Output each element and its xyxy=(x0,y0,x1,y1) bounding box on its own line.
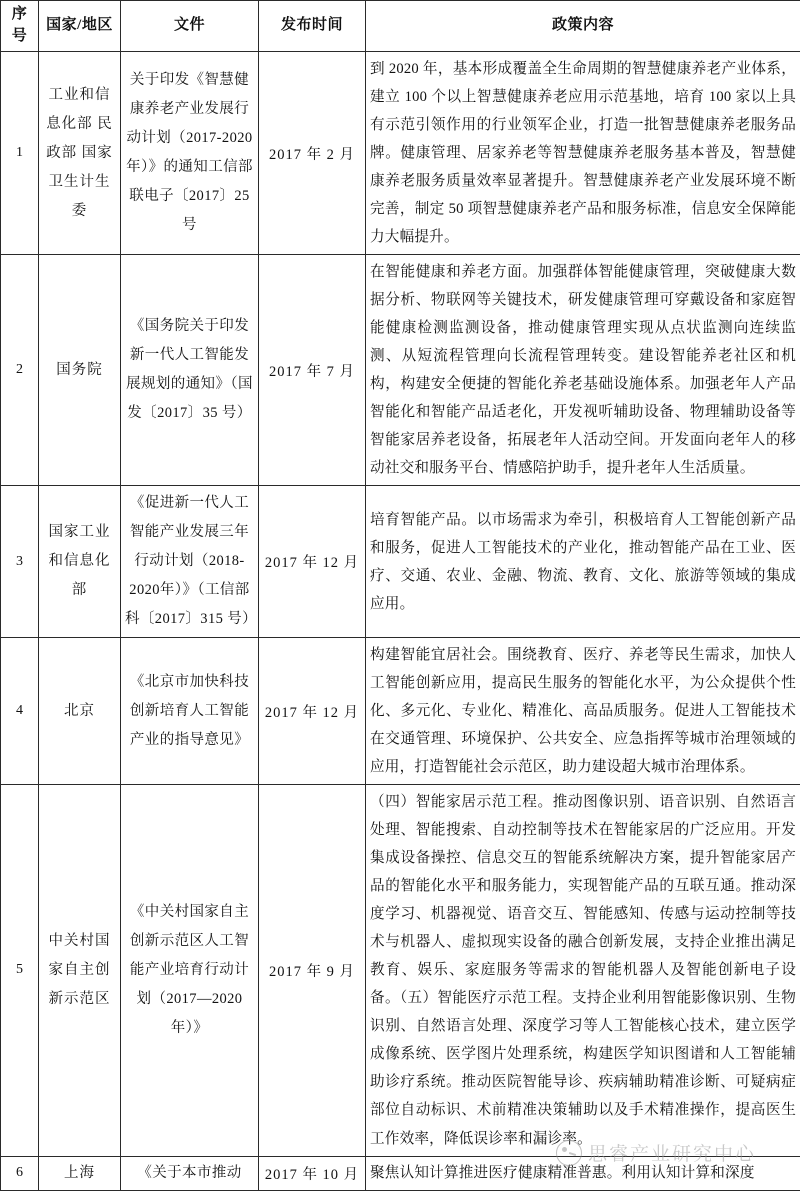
column-header-seq: 序号 xyxy=(1,1,39,52)
cell-doc: 关于印发《智慧健康养老产业发展行动计划（2017-2020年）》的通知工信部联电子〔2017〕25 号 xyxy=(121,52,259,255)
cell-content: 培育智能产品。以市场需求为牵引，积极培育人工智能创新产品和服务，促进人工智能技术的产业化，推动智能产品在工业、医疗、交通、农业、金融、物流、教育、文化、旅游等领域的集成应用。 xyxy=(366,486,800,638)
cell-region: 工业和信息化部 民政部 国家卫生计生委 xyxy=(39,52,121,255)
table-row xyxy=(1,52,800,255)
cell-region: 上海 xyxy=(39,1156,121,1190)
cell-doc: 《关于本市推动 xyxy=(121,1156,259,1190)
cell-seq: 6 xyxy=(1,1156,39,1190)
table-row xyxy=(1,255,800,486)
cell-date: 2017 年 10 月 xyxy=(259,1156,366,1190)
cell-doc: 《北京市加快科技创新培育人工智能产业的指导意见》 xyxy=(121,638,259,785)
cell-doc: 《中关村国家自主创新示范区人工智能产业培育行动计划（2017—2020年）》 xyxy=(121,785,259,1156)
table-row xyxy=(1,785,800,1156)
cell-seq: 5 xyxy=(1,785,39,1156)
cell-seq: 2 xyxy=(1,255,39,486)
table-row xyxy=(1,638,800,785)
cell-seq: 1 xyxy=(1,52,39,255)
cell-date: 2017 年 7 月 xyxy=(259,255,366,486)
column-header-date: 发布时间 xyxy=(259,1,366,52)
cell-region: 中关村国家自主创新示范区 xyxy=(39,785,121,1156)
cell-seq: 4 xyxy=(1,638,39,785)
cell-content: 聚焦认知计算推进医疗健康精准普惠。利用认知计算和深度 xyxy=(366,1156,800,1190)
table-body xyxy=(1,52,800,1191)
cell-doc: 《促进新一代人工智能产业发展三年行动计划（2018-2020年）》（工信部科〔2017〕315 号） xyxy=(121,486,259,638)
column-header-doc: 文件 xyxy=(121,1,259,52)
cell-date: 2017 年 12 月 xyxy=(259,486,366,638)
cell-content: （四）智能家居示范工程。推动图像识别、语音识别、自然语言处理、智能搜索、自动控制等技术在智能家居的广泛应用。开发集成设备操控、信息交互的智能系统解决方案，提升智能家居产品的智能化水平和服务能力，实现智能产品的互联互通。推动深度学习、机器视觉、语音交互、智能感知、传感与运动控制等技术与机器人、虚拟现实设备的融合创新发展，支持企业推出满足教育、娱乐、家庭服务等需求的智能机器人及智能创新电子设备。（五）智能医疗示范工程。支持企业利用智能影像识别、生物识别、自然语言处理、深度学习等人工智能核心技术，建立医学成像系统、医学图片处理系统，构建医学知识图谱和人工智能辅助诊疗系统。推动医院智能导诊、疾病辅助精准诊断、可疑病症部位自动标识、术前精准决策辅助以及手术精准操作，提高医生工作效率，降低误诊率和漏诊率。 xyxy=(366,785,800,1156)
cell-content: 到 2020 年，基本形成覆盖全生命周期的智慧健康养老产业体系，建立 100 个以上智慧健康养老应用示范基地，培育 100 家以上具有示范引领作用的行业领军企业，打造一批智慧健康养老服务品牌。健康管理、居家养老等智慧健康养老服务基本普及，智慧健康养老服务质量效率显著提升。智慧健康养老产业发展环境不断完善，制定 50 项智慧健康养老产品和服务标准，信息安全保障能力大幅提升。 xyxy=(366,52,800,255)
header-row xyxy=(1,1,800,52)
column-header-content: 政策内容 xyxy=(366,1,800,52)
cell-date: 2017 年 2 月 xyxy=(259,52,366,255)
table-header xyxy=(1,1,800,52)
cell-seq: 3 xyxy=(1,486,39,638)
cell-date: 2017 年 9 月 xyxy=(259,785,366,1156)
cell-doc: 《国务院关于印发新一代人工智能发展规划的通知》（国发〔2017〕35 号） xyxy=(121,255,259,486)
cell-region: 北京 xyxy=(39,638,121,785)
column-header-region: 国家/地区 xyxy=(39,1,121,52)
table-row xyxy=(1,486,800,638)
cell-content: 在智能健康和养老方面。加强群体智能健康管理，突破健康大数据分析、物联网等关键技术，研发健康管理可穿戴设备和家庭智能健康检测监测设备，推动健康管理实现从点状监测向连续监测、从短流程管理向长流程管理转变。建设智能养老社区和机构，构建安全便捷的智能化养老基础设施体系。加强老年人产品智能化和智能产品适老化，开发视听辅助设备、物理辅助设备等智能家居养老设备，拓展老年人活动空间。开发面向老年人的移动社交和服务平台、情感陪护助手，提升老年人生活质量。 xyxy=(366,255,800,486)
table-row xyxy=(1,1156,800,1190)
watermark-text: 思睿产业研究中心 xyxy=(588,1144,757,1165)
cell-content: 构建智能宜居社会。围绕教育、医疗、养老等民生需求，加快人工智能创新应用，提高民生服务的智能化水平，为公众提供个性化、多元化、专业化、精准化、高品质服务。促进人工智能技术在交通管理、环境保护、公共安全、应急指挥等城市治理领域的应用，打造智能社会示范区，助力建设超大城市治理体系。 xyxy=(366,638,800,785)
cell-region: 国务院 xyxy=(39,255,121,486)
cell-date: 2017 年 12 月 xyxy=(259,638,366,785)
cell-region: 国家工业和信息化部 xyxy=(39,486,121,638)
